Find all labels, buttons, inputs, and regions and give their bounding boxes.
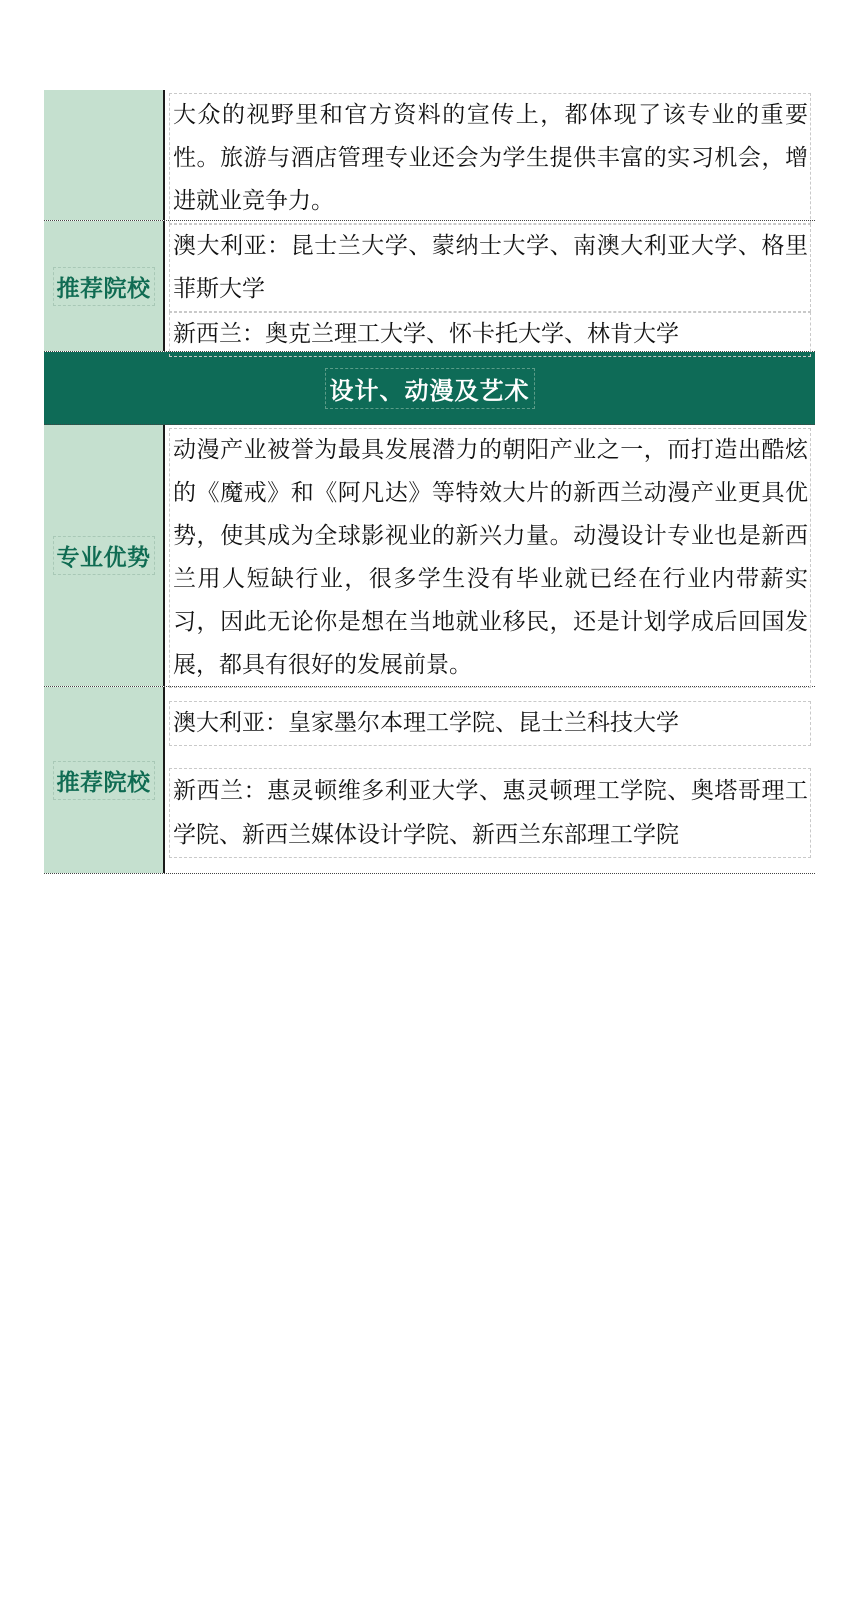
row-label-cell bbox=[44, 425, 165, 686]
section-header bbox=[44, 352, 815, 425]
paragraph: 新西兰：奥克兰理工大学、怀卡托大学、林肯大学 bbox=[169, 312, 811, 357]
row-label: 专业优势 bbox=[53, 536, 155, 575]
paragraph: 澳大利亚：皇家墨尔本理工学院、昆士兰科技大学 bbox=[169, 701, 811, 746]
row-content-cell bbox=[165, 687, 815, 873]
paragraph: 新西兰：惠灵顿维多利亚大学、惠灵顿理工学院、奥塔哥理工学院、新西兰媒体设计学院、新西兰东部理工学院 bbox=[169, 768, 811, 858]
row-label-cell bbox=[44, 221, 165, 351]
section-title: 设计、动漫及艺术 bbox=[325, 368, 535, 409]
row-content-cell bbox=[165, 90, 815, 220]
row-content-cell bbox=[165, 221, 815, 351]
table-row bbox=[44, 687, 815, 874]
row-content-cell bbox=[165, 425, 815, 686]
table-row bbox=[44, 425, 815, 687]
row-label: 推荐院校 bbox=[53, 761, 155, 800]
paragraph: 动漫产业被誉为最具发展潜力的朝阳产业之一，而打造出酷炫的《魔戒》和《阿凡达》等特效大片的新西兰动漫产业更具优势，使其成为全球影视业的新兴力量。动漫设计专业也是新西兰用人短缺行业，很多学生没有毕业就已经在行业内带薪实习，因此无论你是想在当地就业移民，还是计划学成后回国发展，都具有很好的发展前景。 bbox=[169, 428, 811, 688]
row-label-cell bbox=[44, 687, 165, 873]
row-label-cell bbox=[44, 90, 165, 220]
paragraph: 澳大利亚：昆士兰大学、蒙纳士大学、南澳大利亚大学、格里菲斯大学 bbox=[169, 224, 811, 312]
table-row bbox=[44, 90, 815, 221]
table-row bbox=[44, 221, 815, 352]
document-page bbox=[44, 90, 815, 874]
paragraph: 大众的视野里和官方资料的宣传上，都体现了该专业的重要性。旅游与酒店管理专业还会为学生提供丰富的实习机会，增进就业竞争力。 bbox=[169, 93, 811, 224]
row-label: 推荐院校 bbox=[53, 267, 155, 306]
